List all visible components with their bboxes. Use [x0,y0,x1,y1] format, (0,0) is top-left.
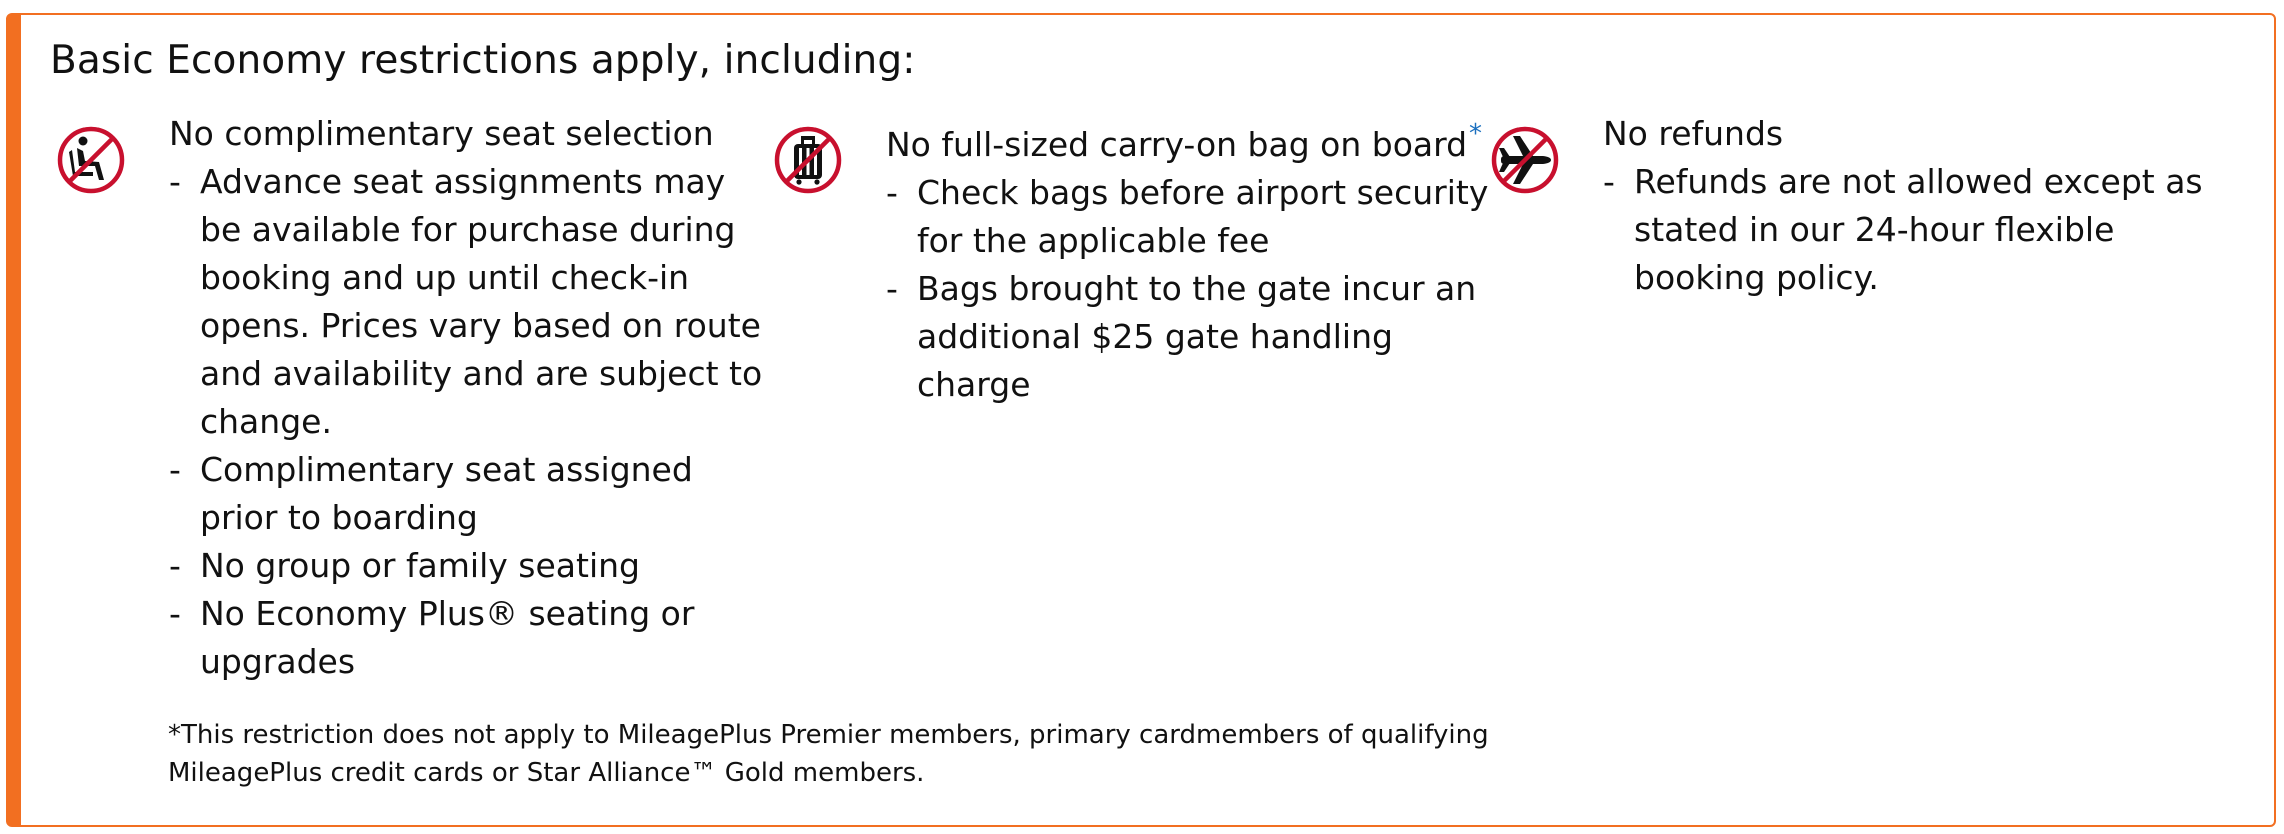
no-seat-icon [55,124,127,196]
bullet-text: Advance seat assignments may be available for purchase during booking and up until check-in opens. Prices vary based on route and availability and are subject to change. [200,162,763,441]
list-item [886,265,1492,409]
list-item [169,446,770,542]
bullet-text: No Economy Plus® seating or upgrades [200,594,695,681]
list-item [169,158,770,446]
panel-title: Basic Economy restrictions apply, including: [50,38,916,83]
restriction-heading [886,110,1492,169]
bullet-text: Refunds are not allowed except as stated in our 24-hour flexible booking policy. [1634,162,2203,297]
list-item [886,169,1492,265]
restriction-heading: No refunds [1603,114,1784,153]
restriction-content [1603,110,2229,302]
list-item [169,590,770,686]
bullet-dash: - [886,269,898,308]
bullet-dash: - [169,162,181,201]
no-refunds-plane-icon [1489,124,1561,196]
bullet-dash: - [886,173,898,212]
bullet-dash: - [169,546,181,585]
bullet-dash: - [1603,162,1615,201]
footnote-asterisk: * [1469,119,1483,149]
restriction-bullets [169,158,770,686]
footnote: *This restriction does not apply to MileagePlus Premier members, primary cardmembers of qualifying MileagePlus credit cards or Star Alliance™ Gold members. [168,720,1489,788]
restriction-content [169,110,770,686]
no-carry-on-bag-icon [772,124,844,196]
bullet-text: Bags brought to the gate incur an additional $25 gate handling charge [917,269,1477,404]
bullet-text: Check bags before airport security for the applicable fee [917,173,1489,260]
bullet-text: No group or family seating [200,546,640,585]
restriction-bullets [1603,158,2229,302]
restriction-content [886,110,1492,409]
restriction-heading: No complimentary seat selection [169,114,714,153]
restriction-bullets [886,169,1492,409]
bullet-text: Complimentary seat assigned prior to boarding [200,450,693,537]
bullet-dash: - [169,594,181,633]
list-item [1603,158,2229,302]
list-item [169,542,770,590]
bullet-dash: - [169,450,181,489]
restriction-heading-text: No full-sized carry-on bag on board [886,125,1468,164]
